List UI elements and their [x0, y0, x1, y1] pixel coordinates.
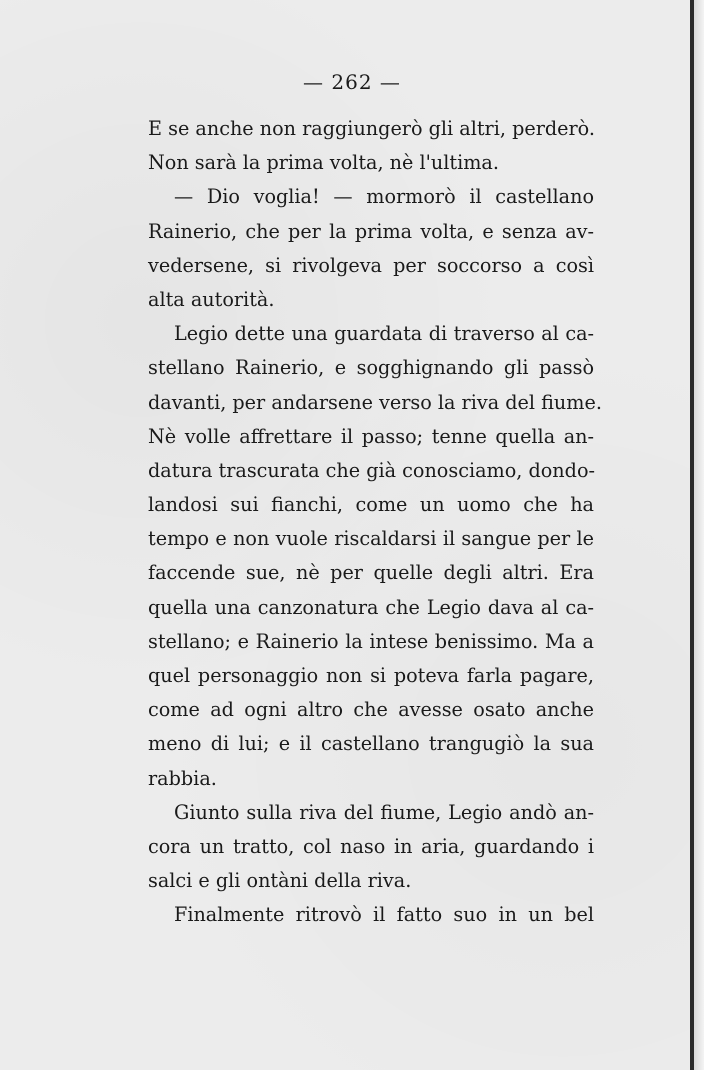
- paragraph: [148, 317, 602, 796]
- paragraph: [148, 180, 594, 317]
- page-binding-edge: [690, 0, 694, 1070]
- body-text: [148, 112, 602, 933]
- text-line: salci e gli ontàni della riva.: [148, 869, 412, 893]
- text-line: rabbia.: [148, 766, 217, 790]
- text-line: quel personaggio non si poteva farla pagare,: [148, 664, 594, 687]
- paragraph: [148, 898, 594, 932]
- text-line: E se anche non raggiungerò gli altri, perderò.: [148, 117, 595, 140]
- paragraph: [148, 112, 594, 180]
- text-line: quella una canzonatura che Legio dava al ca-: [148, 595, 594, 619]
- text-line: landosi sui fianchi, come un uomo che ha: [148, 493, 594, 517]
- text-line: Non sarà la prima volta, nè l'ultima.: [148, 151, 499, 175]
- text-line: come ad ogni altro che avesse osato anche: [148, 698, 594, 722]
- text-line: Legio dette una guardata di traverso al ca-: [174, 322, 594, 346]
- text-line: alta autorità.: [148, 287, 275, 311]
- text-line: stellano; e Rainerio la intese benissimo. Ma a: [148, 629, 594, 653]
- text-line: cora un tratto, col naso in aria, guardando i: [148, 834, 594, 858]
- text-line: vedersene, si rivolgeva per soccorso a così: [148, 253, 594, 277]
- text-line: stellano Rainerio, e sogghignando gli passò: [148, 356, 594, 380]
- text-line: — Dio voglia! — mormorò il castellano: [174, 185, 594, 209]
- page-edge-shadow: [694, 0, 704, 1070]
- text-line: Finalmente ritrovò il fatto suo in un bel: [174, 903, 594, 927]
- text-line: Giunto sulla riva del fiume, Legio andò an-: [174, 800, 594, 824]
- text-line: tempo e non vuole riscaldarsi il sangue per le: [148, 527, 594, 551]
- text-line: datura trascurata che già conosciamo, dondo-: [148, 458, 595, 482]
- text-line: Rainerio, che per la prima volta, e senza av-: [148, 219, 594, 243]
- text-line: davanti, per andarsene verso la riva del fiume.: [148, 390, 602, 414]
- paragraph: [148, 796, 594, 899]
- text-line: faccende sue, nè per quelle degli altri. Era: [148, 561, 594, 585]
- page-number: — 262 —: [303, 70, 401, 94]
- text-line: Nè volle affrettare il passo; tenne quella an-: [148, 424, 594, 448]
- text-line: meno di lui; e il castellano trangugiò la sua: [148, 732, 594, 756]
